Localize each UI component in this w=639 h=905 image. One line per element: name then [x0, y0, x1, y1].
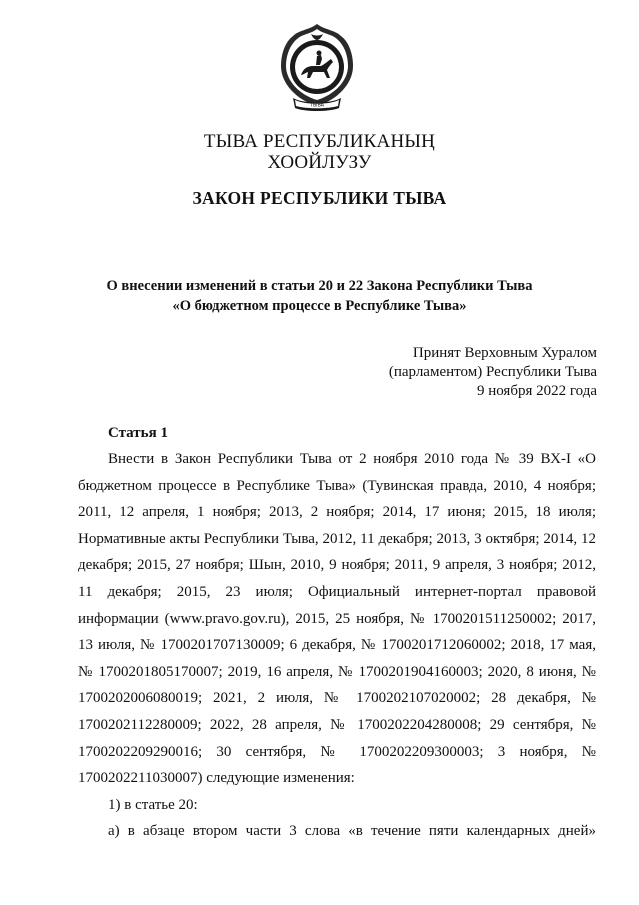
adoption-line-1: Принят Верховным Хуралом [412, 345, 597, 361]
svg-text:ТЫВА: ТЫВА [310, 102, 324, 109]
adoption-date: 9 ноября 2022 года [476, 383, 597, 399]
list-item-a: а) в абзаце втором части 3 слова «в течение пяти календарных дней» [108, 823, 596, 840]
header-tuvan [0, 131, 639, 173]
emblem-icon [275, 20, 359, 116]
document-title-line-1: О внесении изменений в статьи 20 и 22 Закона Республики Тыва [106, 278, 533, 294]
list-item-1: 1) в статье 20: [108, 796, 198, 813]
adoption-block [389, 344, 597, 401]
header-line-1: ТЫВА РЕСПУБЛИКАНЫҢ [203, 131, 436, 152]
document-title-line-2: «О бюджетном процессе в Республике Тыва» [172, 298, 467, 314]
adoption-line-2: (парламентом) Республики Тыва [388, 364, 597, 380]
tuva-emblem [275, 20, 359, 116]
article-heading: Статья 1 [108, 425, 168, 441]
header-line-2: ХООЙЛУЗУ [267, 152, 372, 173]
article-paragraph: Внести в Закон Республики Тыва от 2 ноября 2010 года № 39 ВХ-I «О бюджетном процессе в Республике Тыва» (Тувинская правда, 2010, 4 ноября; 2011, 12 апреля, 1 ноября; 2013, 2 ноября; 2014, 17 июня; 2015, 18 июля; Нормативные акты Республики Тыва, 2012, 11 декабря; 2013, 3 октября; 2014, 12 декабря; 2015, 27 ноября; Шын, 2010, 9 ноября; 2011, 9 апреля, 3 ноября; 2012, 11 декабря; 2015, 23 июля; Официальный интернет-портал правовой информации (www.pravo.gov.ru), 2015, 25 ноября, № 1700201511250002; 2017, 13 июля, № 1700201707130009; 6 декабря, № 1700201712060002; 2018, 17 мая, № 1700201805170007; 2019, 16 апреля, № 1700201904160003; 2020, 8 июня, № 1700202006080019; 2021, 2 июля, № 1700202107020002; 28 декабря, № 1700202112280009; 2022, 28 апреля, № 1700202204280008; 29 сентября, № 1700202209290016; 30 сентября, № 1700202209300003; 3 ноября, № 1700202211030007) следующие изменения: [78, 451, 596, 787]
article-body [78, 446, 596, 845]
document-title [0, 276, 639, 316]
law-title: ЗАКОН РЕСПУБЛИКИ ТЫВА [192, 188, 447, 208]
